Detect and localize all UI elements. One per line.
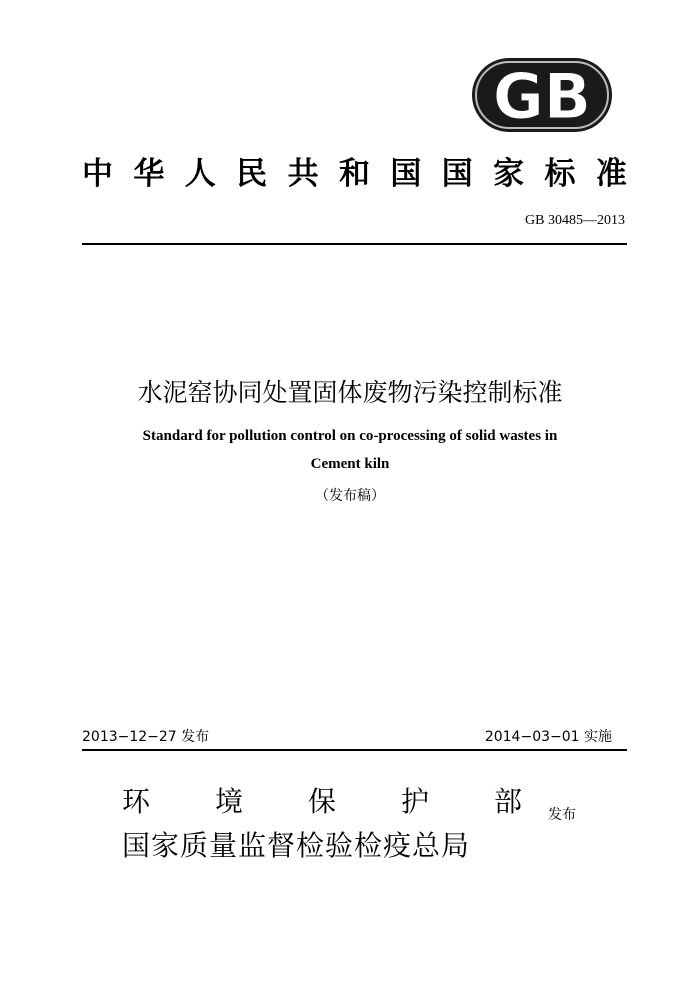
title-chinese: 水泥窑协同处置固体废物污染控制标准 bbox=[137, 378, 563, 407]
title-english: Standard for pollution control on co-processing of solid wastes in Cement kiln bbox=[142, 428, 558, 472]
issuer-ministry: 环 境 保 护 部 bbox=[122, 785, 522, 818]
svg-text:GB: GB bbox=[492, 60, 592, 133]
gb-logo-icon bbox=[470, 56, 614, 134]
draft-label: （发布稿） bbox=[315, 488, 385, 504]
top-divider bbox=[82, 243, 627, 245]
publish-date: 2013−12−27 发布 bbox=[82, 729, 210, 745]
issued-label: 发布 bbox=[548, 807, 576, 823]
issuer-bureau: 国家质量监督检验检疫总局 bbox=[122, 829, 471, 862]
standard-number: GB 30485—2013 bbox=[525, 213, 625, 228]
implement-date: 2014−03−01 实施 bbox=[484, 729, 612, 745]
bottom-divider bbox=[82, 749, 627, 751]
national-standard-title: 中 华 人 民 共 和 国 国 家 标 准 bbox=[82, 155, 627, 192]
